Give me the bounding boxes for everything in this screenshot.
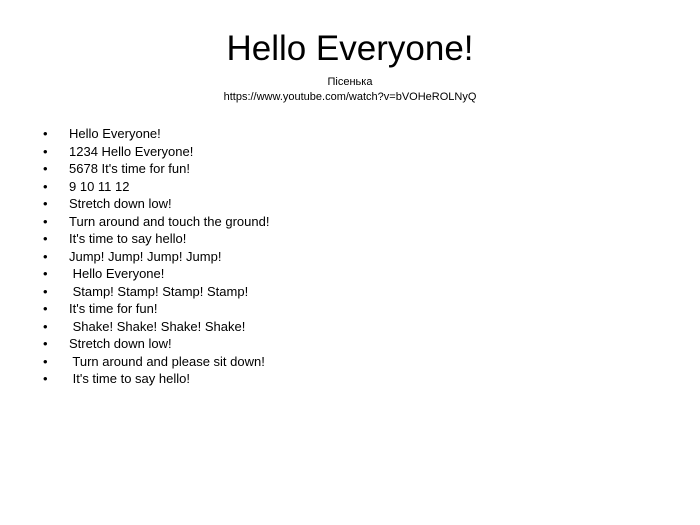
- list-item: [40, 370, 660, 388]
- bullet-icon: •: [43, 231, 48, 246]
- list-item-text: 1234 Hello Everyone!: [69, 143, 194, 159]
- bullet-icon: •: [43, 353, 48, 369]
- slide-title: Hello Everyone!: [226, 29, 474, 68]
- list-item-text: Hello Everyone!: [69, 266, 165, 281]
- list-item: [40, 248, 660, 266]
- list-item: [40, 125, 660, 143]
- list-item-text: It's time to say hello!: [69, 231, 187, 246]
- video-link[interactable]: https://www.youtube.com/watch?v=bVOHeROLNyQ: [223, 91, 477, 103]
- list-item: [40, 178, 660, 196]
- list-item-text: Shake! Shake! Shake! Shake!: [69, 318, 246, 334]
- list-item-text: 9 10 11 12: [69, 178, 130, 194]
- list-item: [40, 160, 660, 178]
- list-item: [40, 230, 660, 248]
- bullet-icon: •: [43, 126, 48, 141]
- bullet-icon: •: [43, 266, 48, 281]
- list-item-text: Stamp! Stamp! Stamp! Stamp!: [69, 283, 249, 299]
- bullet-icon: •: [43, 143, 48, 159]
- list-item-text: Jump! Jump! Jump! Jump!: [69, 248, 222, 264]
- list-item: [40, 265, 660, 283]
- bullet-icon: •: [43, 213, 48, 229]
- bullet-icon: •: [43, 161, 48, 176]
- lyrics-list: [40, 125, 660, 388]
- list-item: [40, 143, 660, 161]
- list-item-text: Turn around and touch the ground!: [69, 213, 270, 229]
- list-item: [40, 353, 660, 371]
- list-item-text: Stretch down low!: [69, 336, 172, 351]
- list-item: [40, 318, 660, 336]
- list-item: [40, 300, 660, 318]
- bullet-icon: •: [43, 301, 48, 316]
- list-item: [40, 335, 660, 353]
- bullet-icon: •: [43, 178, 48, 194]
- bullet-icon: •: [43, 318, 48, 334]
- list-item: [40, 195, 660, 213]
- list-item-text: It's time for fun!: [69, 301, 158, 316]
- bullet-icon: •: [43, 283, 48, 299]
- list-item-text: 5678 It's time for fun!: [69, 161, 190, 176]
- list-item-text: Stretch down low!: [69, 196, 172, 211]
- list-item-text: Turn around and please sit down!: [69, 353, 265, 369]
- bullet-icon: •: [43, 336, 48, 351]
- slide-subtitle: Пісенька: [327, 76, 373, 88]
- bullet-icon: •: [43, 371, 48, 386]
- list-item: [40, 283, 660, 301]
- bullet-icon: •: [43, 248, 48, 264]
- list-item-text: It's time to say hello!: [69, 371, 190, 386]
- list-item: [40, 213, 660, 231]
- bullet-icon: •: [43, 196, 48, 211]
- list-item-text: Hello Everyone!: [69, 126, 161, 141]
